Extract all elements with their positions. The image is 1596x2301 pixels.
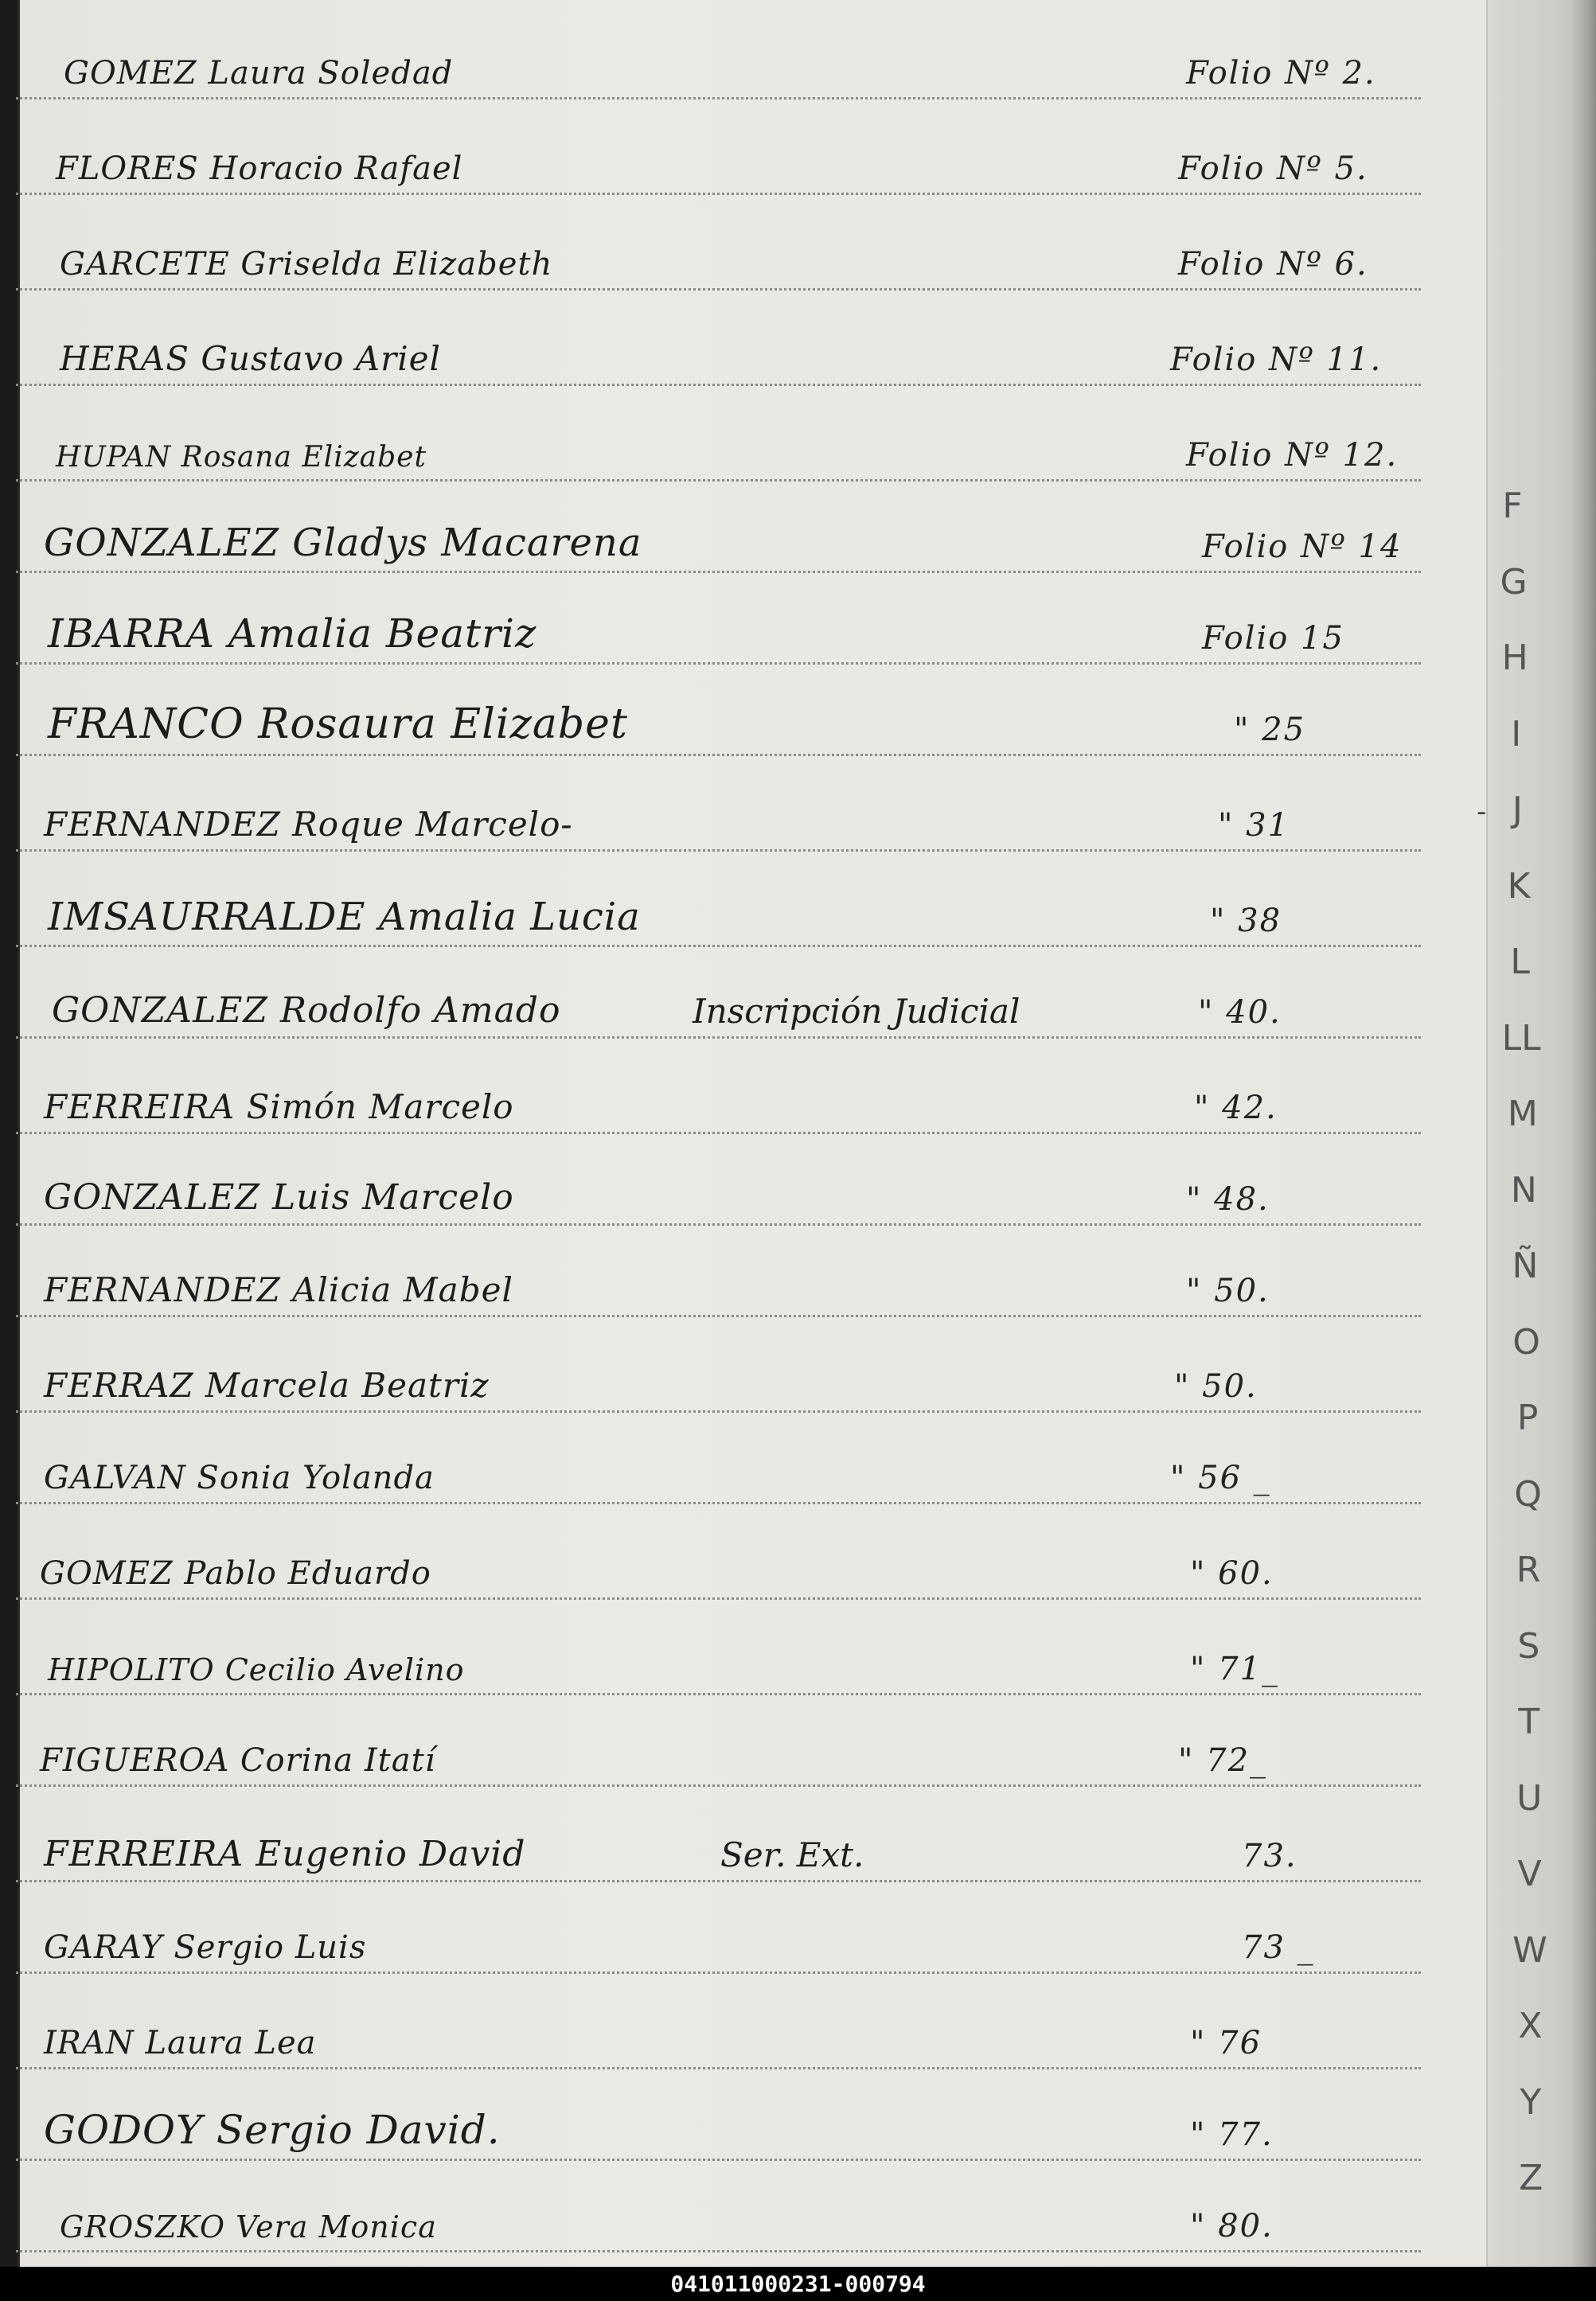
entry-folio: " 31 xyxy=(1218,807,1290,844)
ledger-row xyxy=(0,115,1469,211)
index-tab-letter[interactable]: LL xyxy=(1501,1017,1541,1059)
ledger-row xyxy=(0,1333,1469,1429)
dotted-rule xyxy=(16,479,1421,482)
entry-name: GARAY Sergio Luis xyxy=(44,1929,367,1966)
index-tab-letter[interactable]: O xyxy=(1512,1321,1540,1363)
entry-name: FERREIRA Eugenio David xyxy=(44,1834,526,1874)
entry-name: FRANCO Rosaura Elizabet xyxy=(48,700,628,748)
ledger-row xyxy=(0,1990,1469,2085)
index-tab-letter[interactable]: F xyxy=(1502,486,1523,526)
index-tab-letter[interactable]: K xyxy=(1507,865,1531,907)
entry-folio: Folio 15 xyxy=(1202,620,1344,657)
index-tab-letter[interactable]: Ñ xyxy=(1512,1246,1539,1286)
ledger-row xyxy=(0,211,1469,306)
ledger-row xyxy=(0,959,1469,1055)
ledger-row xyxy=(0,2173,1469,2268)
entry-name: GALVAN Sonia Yolanda xyxy=(44,1460,435,1496)
entry-name: FIGUEROA Corina Itatí xyxy=(40,1742,436,1779)
entry-folio: " 71_ xyxy=(1190,1651,1280,1687)
entry-folio: Folio Nº 2. xyxy=(1186,55,1376,92)
dotted-rule xyxy=(16,1410,1421,1413)
ledger-row xyxy=(0,1803,1469,1898)
ledger-row xyxy=(0,306,1469,402)
index-tab-letter[interactable]: W xyxy=(1512,1929,1547,1971)
ledger-row xyxy=(0,677,1469,772)
ledger-row xyxy=(0,1425,1469,1520)
entry-folio: " 38 xyxy=(1210,903,1282,939)
ledger-row xyxy=(0,772,1469,868)
index-tab-letter[interactable]: N xyxy=(1510,1169,1537,1211)
dotted-rule xyxy=(16,2067,1421,2069)
entry-folio: " 80. xyxy=(1190,2208,1274,2244)
dotted-rule xyxy=(16,2250,1421,2252)
dotted-rule xyxy=(16,1784,1421,1787)
dotted-rule xyxy=(16,662,1421,665)
dotted-rule xyxy=(16,1132,1421,1134)
entry-folio: Folio Nº 5. xyxy=(1178,150,1368,187)
entry-name: IMSAURRALDE Amalia Lucia xyxy=(48,895,641,939)
index-tab-letter[interactable]: L xyxy=(1510,942,1530,982)
entry-folio: " 72_ xyxy=(1178,1742,1268,1779)
ledger-row xyxy=(0,1894,1469,1990)
entry-folio: Folio Nº 14 xyxy=(1202,528,1403,565)
entry-folio: Folio Nº 6. xyxy=(1178,246,1368,283)
dotted-rule xyxy=(16,1880,1421,1882)
entry-folio: " 42. xyxy=(1194,1090,1278,1126)
tab-dash-mark: - xyxy=(1477,796,1487,828)
index-tab-letter[interactable]: R xyxy=(1516,1550,1541,1590)
index-tab-letter[interactable]: Y xyxy=(1520,2081,1542,2123)
index-tab-letter[interactable]: Z xyxy=(1519,2158,1543,2198)
dotted-rule xyxy=(16,945,1421,947)
entry-name: FLORES Horacio Rafael xyxy=(56,150,463,187)
index-tab-letter[interactable]: U xyxy=(1516,1777,1543,1819)
ledger-row xyxy=(0,1238,1469,1333)
entry-folio: 73 _ xyxy=(1242,1929,1315,1966)
entry-name: HUPAN Rosana Elizabet xyxy=(56,441,427,474)
index-tab-letter[interactable]: Q xyxy=(1514,1473,1542,1515)
entry-folio: " 60. xyxy=(1190,1555,1274,1592)
index-tab-letter[interactable]: H xyxy=(1501,638,1528,678)
dotted-rule xyxy=(16,1597,1421,1600)
dotted-rule xyxy=(16,849,1421,852)
entry-folio: " 40. xyxy=(1198,994,1282,1031)
entry-name: GARCETE Griselda Elizabeth xyxy=(60,246,553,283)
dotted-rule xyxy=(16,288,1421,291)
entry-name: FERRAZ Marcela Beatriz xyxy=(44,1366,490,1405)
entry-name: HERAS Gustavo Ariel xyxy=(60,339,441,378)
entry-name: GOMEZ Pablo Eduardo xyxy=(40,1555,431,1592)
dotted-rule xyxy=(16,193,1421,195)
entry-folio: Folio Nº 12. xyxy=(1186,437,1399,474)
entry-name: GROSZKO Vera Monica xyxy=(60,2209,437,2244)
document-id-footer: 041011000231-000794 xyxy=(0,2267,1596,2301)
ledger-row xyxy=(0,1055,1469,1150)
entry-folio: " 56 _ xyxy=(1170,1460,1271,1496)
index-tab-letter[interactable]: I xyxy=(1511,713,1522,755)
ledger-row xyxy=(0,1146,1469,1242)
entry-note: Ser. Ext. xyxy=(720,1835,864,1874)
dotted-rule xyxy=(16,1223,1421,1226)
entry-folio: 73. xyxy=(1242,1838,1297,1874)
ledger-row xyxy=(0,1520,1469,1616)
entry-folio: " 48. xyxy=(1186,1181,1270,1218)
dotted-rule xyxy=(16,2159,1421,2161)
entry-name: GODOY Sergio David. xyxy=(44,2107,501,2153)
entry-folio: " 50. xyxy=(1186,1273,1270,1309)
dotted-rule xyxy=(16,1502,1421,1504)
index-strip-edge xyxy=(1572,0,1596,2267)
dotted-rule xyxy=(16,1693,1421,1695)
index-tab-letter[interactable]: S xyxy=(1517,1625,1540,1667)
entry-name: FERREIRA Simón Marcelo xyxy=(44,1087,514,1126)
dotted-rule xyxy=(16,571,1421,573)
ledger-row xyxy=(0,493,1469,589)
entry-name: GONZALEZ Rodolfo Amado xyxy=(52,990,561,1031)
ledger-row xyxy=(0,585,1469,681)
entry-name: GONZALEZ Gladys Macarena xyxy=(44,521,642,565)
index-tab-letter[interactable]: M xyxy=(1507,1094,1538,1134)
entry-name: IRAN Laura Lea xyxy=(44,2025,317,2061)
ledger-row xyxy=(0,1707,1469,1803)
ledger-row xyxy=(0,20,1469,115)
entry-name: IBARRA Amalia Beatriz xyxy=(48,610,537,657)
dotted-rule xyxy=(16,384,1421,386)
index-tab-letter[interactable]: T xyxy=(1518,1702,1540,1742)
entry-note: Inscripción Judicial xyxy=(693,992,1020,1031)
entry-folio: " 50. xyxy=(1174,1368,1258,1405)
ledger-row xyxy=(0,2081,1469,2177)
index-tab-letter[interactable]: V xyxy=(1517,1854,1542,1894)
dotted-rule xyxy=(16,1315,1421,1317)
entry-folio: " 76 xyxy=(1190,2025,1262,2061)
entry-name: GONZALEZ Luis Marcelo xyxy=(44,1177,514,1218)
index-tab-letter[interactable]: J xyxy=(1512,790,1523,830)
dotted-rule xyxy=(16,1036,1421,1039)
ledger-row xyxy=(0,1616,1469,1711)
ledger-row xyxy=(0,402,1469,497)
entry-name: GOMEZ Laura Soledad xyxy=(64,55,454,92)
entry-folio: Folio Nº 11. xyxy=(1170,341,1383,378)
ledger-row xyxy=(0,868,1469,963)
entry-folio: " 77. xyxy=(1190,2116,1274,2153)
entry-folio: " 25 xyxy=(1234,712,1306,748)
entry-name: FERNANDEZ Alicia Mabel xyxy=(44,1270,513,1309)
dotted-rule xyxy=(16,1971,1421,1974)
dotted-rule xyxy=(16,754,1421,756)
index-tab-letter[interactable]: P xyxy=(1516,1398,1539,1438)
entry-name: FERNANDEZ Roque Marcelo- xyxy=(44,805,573,844)
entry-name: HIPOLITO Cecilio Avelino xyxy=(48,1652,465,1687)
index-tab-letter[interactable]: X xyxy=(1518,2006,1543,2046)
index-tab-letter[interactable]: G xyxy=(1500,561,1528,603)
dotted-rule xyxy=(16,97,1421,99)
